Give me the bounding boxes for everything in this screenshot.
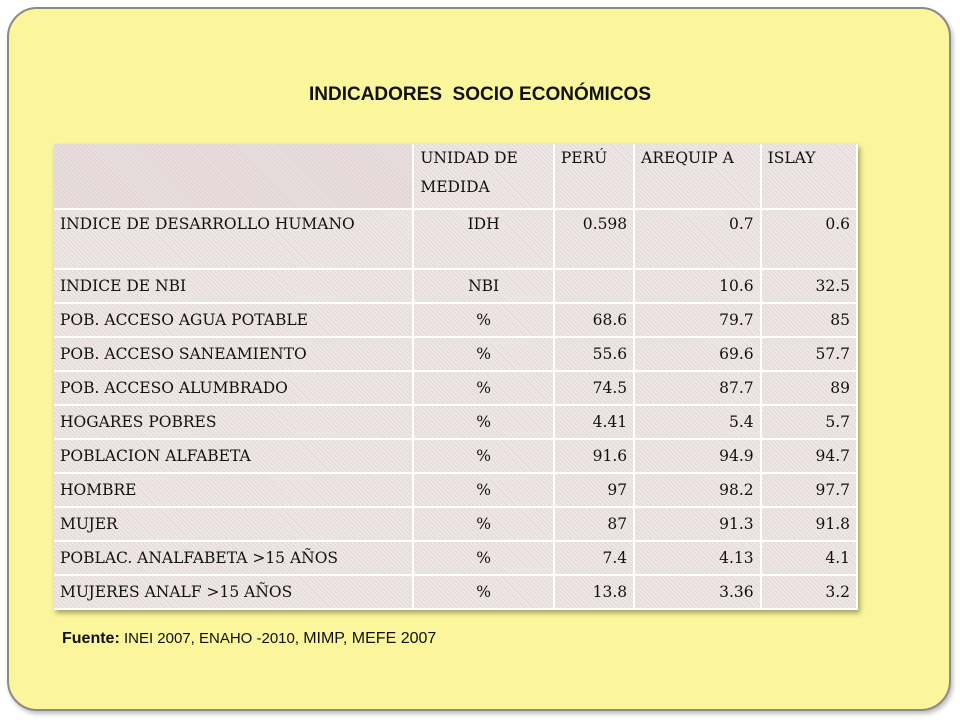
indicator-cell: MUJERES ANALF >15 AÑOS	[54, 576, 414, 610]
islay-cell: 97.7	[762, 474, 858, 508]
peru-cell	[555, 270, 635, 304]
indicator-cell: HOGARES POBRES	[54, 406, 414, 440]
islay-cell: 85	[762, 304, 858, 338]
arequipa-cell: 4.13	[635, 542, 761, 576]
indicator-cell: HOMBRE	[54, 474, 414, 508]
source-text-2: MIMP, MEFE 2007	[303, 630, 437, 647]
unit-cell: %	[414, 372, 555, 406]
peru-cell: 74.5	[555, 372, 635, 406]
arequipa-cell: 98.2	[635, 474, 761, 508]
table-row	[54, 372, 858, 406]
table-row	[54, 210, 858, 270]
indicator-cell: POB. ACCESO AGUA POTABLE	[54, 304, 414, 338]
islay-cell: 3.2	[762, 576, 858, 610]
arequipa-cell: 10.6	[635, 270, 761, 304]
unit-cell: IDH	[414, 210, 555, 270]
table-row	[54, 576, 858, 610]
indicators-table	[54, 144, 858, 610]
unit-cell: %	[414, 474, 555, 508]
indicator-cell: INDICE DE NBI	[54, 270, 414, 304]
unit-cell: %	[414, 508, 555, 542]
table-row	[54, 270, 858, 304]
arequipa-cell: 79.7	[635, 304, 761, 338]
header-cell-arequipa: AREQUIP A	[635, 144, 761, 210]
islay-cell: 32.5	[762, 270, 858, 304]
page-title: INDICADORES SOCIO ECONÓMICOS	[308, 84, 652, 105]
islay-cell: 4.1	[762, 542, 858, 576]
peru-cell: 55.6	[555, 338, 635, 372]
header-cell-peru: PERÚ	[555, 144, 635, 210]
source-note	[62, 630, 436, 648]
arequipa-cell: 3.36	[635, 576, 761, 610]
table-row	[54, 542, 858, 576]
indicator-cell: INDICE DE DESARROLLO HUMANO	[54, 210, 414, 270]
unit-cell: NBI	[414, 270, 555, 304]
indicator-cell: POB. ACCESO SANEAMIENTO	[54, 338, 414, 372]
header-cell-unit: UNIDAD DE MEDIDA	[414, 144, 555, 210]
peru-cell: 4.41	[555, 406, 635, 440]
header-cell-blank	[54, 144, 414, 210]
peru-cell: 97	[555, 474, 635, 508]
unit-cell: %	[414, 406, 555, 440]
islay-cell: 5.7	[762, 406, 858, 440]
islay-cell: 57.7	[762, 338, 858, 372]
peru-cell: 68.6	[555, 304, 635, 338]
indicator-cell: POB. ACCESO ALUMBRADO	[54, 372, 414, 406]
indicator-cell: MUJER	[54, 508, 414, 542]
peru-cell: 91.6	[555, 440, 635, 474]
unit-cell: %	[414, 338, 555, 372]
peru-cell: 87	[555, 508, 635, 542]
islay-cell: 0.6	[762, 210, 858, 270]
peru-cell: 0.598	[555, 210, 635, 270]
islay-cell: 91.8	[762, 508, 858, 542]
table-row	[54, 304, 858, 338]
arequipa-cell: 91.3	[635, 508, 761, 542]
peru-cell: 7.4	[555, 542, 635, 576]
table-row	[54, 440, 858, 474]
header-cell-islay: ISLAY	[762, 144, 858, 210]
arequipa-cell: 69.6	[635, 338, 761, 372]
table-row	[54, 338, 858, 372]
arequipa-cell: 87.7	[635, 372, 761, 406]
unit-cell: %	[414, 576, 555, 610]
islay-cell: 89	[762, 372, 858, 406]
arequipa-cell: 5.4	[635, 406, 761, 440]
peru-cell: 13.8	[555, 576, 635, 610]
table-row	[54, 474, 858, 508]
unit-cell: %	[414, 542, 555, 576]
source-text: INEI 2007, ENAHO -2010,	[119, 630, 304, 647]
islay-cell: 94.7	[762, 440, 858, 474]
arequipa-cell: 94.9	[635, 440, 761, 474]
indicator-cell: POBLAC. ANALFABETA >15 AÑOS	[54, 542, 414, 576]
indicator-cell: POBLACION ALFABETA	[54, 440, 414, 474]
source-label: Fuente:	[62, 630, 120, 647]
arequipa-cell: 0.7	[635, 210, 761, 270]
unit-cell: %	[414, 440, 555, 474]
table-row	[54, 406, 858, 440]
table-header-row	[54, 144, 858, 210]
unit-cell: %	[414, 304, 555, 338]
table-row	[54, 508, 858, 542]
